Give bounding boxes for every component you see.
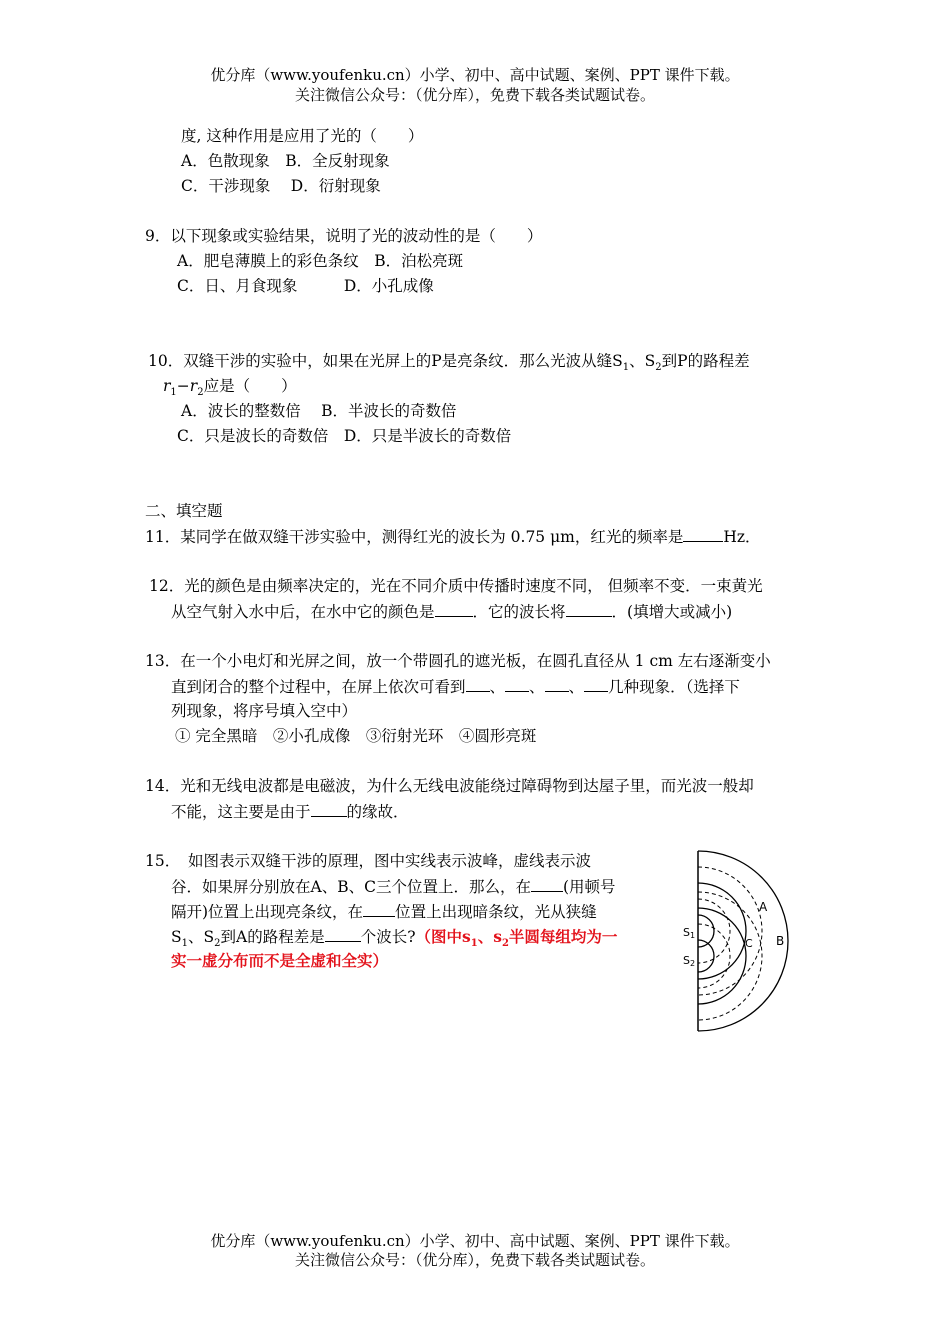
q12-line2: 从空气射入水中后，在水中它的颜色是 ．它的波长将 ．(填增大或减小) (171, 603, 733, 621)
label-a: A (759, 900, 768, 914)
answer-blank (584, 676, 608, 692)
answer-blank (531, 876, 563, 892)
section-title: 二、填空题 (145, 502, 223, 520)
answer-blank (505, 676, 529, 692)
q15-line4: $S_1$、$S_2$到A的路程差是 个波长?（图中$s_1$、$s_2$半圆每组均为一 (171, 927, 618, 950)
answer-blank (683, 526, 723, 542)
header-line-1: 优分库（www.youfenku.cn）小学、初中、高中试题、案例、PPT 课件下载。 (210, 66, 740, 84)
q13-line3: 列现象，将序号填入空中） (171, 702, 358, 720)
q9-options-cd: C．日、月食现象 D．小孔成像 (177, 277, 434, 295)
q8-options-ab: A．色散现象 B．全反射现象 (181, 152, 390, 170)
label-c: C (745, 937, 753, 950)
q12-line1: 12．光的颜色是由频率决定的，光在不同介质中传播时速度不同， 但频率不变．一束黄光 (149, 577, 763, 595)
q15-line3: 隔开)位置上出现亮条纹，在 位置上出现暗条纹，光从狭缝 (171, 903, 597, 921)
answer-blank (466, 676, 490, 692)
label-b: B (776, 934, 785, 948)
answer-blank (363, 901, 395, 917)
q10-options-ab: A．波长的整数倍 B．半波长的奇数倍 (181, 402, 457, 420)
answer-blank (566, 601, 612, 617)
q9-options-ab: A．肥皂薄膜上的彩色条纹 B．泊松亮斑 (177, 252, 464, 270)
q15-note-line2: 实一虚分布而不是全虚和全实） (171, 951, 389, 970)
q10-stem-line2: $r_1-r_2$应是（ ） (163, 377, 297, 399)
answer-blank (435, 601, 473, 617)
footer-line-1: 优分库（www.youfenku.cn）小学、初中、高中试题、案例、PPT 课件下载。 (210, 1232, 740, 1250)
label-s1: S1 (683, 926, 696, 940)
q14-line1: 14．光和无线电波都是电磁波，为什么无线电波能绕过障碍物到达屋子里，而光波一般却 (145, 777, 754, 795)
q15-line1: 15． 如图表示双缝干涉的原理，图中实线表示波峰，虚线表示波 (145, 852, 591, 870)
header-line-2: 关注微信公众号：（优分库），免费下载各类试题试卷。 (294, 86, 655, 104)
q15-note: （图中$s_1$、$s_2$半圆每组均为一 (415, 927, 618, 950)
q10-stem: 10．双缝干涉的实验中，如果在光屏上的P是亮条纹．那么光波从缝$S_1$、$S_2$到P的路程差 (148, 352, 750, 374)
outer-wavefront (698, 851, 788, 1031)
q14-line2: 不能，这主要是由于 的缘故． (171, 803, 409, 821)
q8-stem: 度, 这种作用是应用了光的（ ） (181, 127, 424, 145)
q9-stem: 9．以下现象或实验结果，说明了光的波动性的是（ ） (145, 227, 543, 245)
label-s2: S2 (683, 954, 696, 968)
answer-blank (311, 801, 347, 817)
footer-line-2: 关注微信公众号：（优分库），免费下载各类试题试卷。 (294, 1251, 655, 1269)
answer-blank (545, 676, 569, 692)
q13-line1: 13．在一个小电灯和光屏之间，放一个带圆孔的遮光板，在圆孔直径从 1 cm 左右逐渐变小 (145, 652, 771, 670)
q15-line2: 谷．如果屏分别放在A、B、C三个位置上．那么，在 (用顿号 (171, 878, 616, 896)
q13-line2: 直到闭合的整个过程中，在屏上依次可看到 、 、 、 几种现象．（选择下 (171, 678, 740, 696)
q10-options-cd: C．只是波长的奇数倍 D．只是半波长的奇数倍 (177, 427, 512, 445)
double-slit-diagram (683, 846, 810, 1036)
q13-options: ① 完全黑暗 ②小孔成像 ③衍射光环 ④圆形亮斑 (175, 727, 537, 745)
answer-blank (325, 926, 361, 942)
q8-options-cd: C．干涉现象 D．衍射现象 (181, 177, 381, 195)
q11-text: 11．某同学在做双缝干涉实验中，测得红光的波长为 0.75 μm，红光的频率是 Hz． (145, 528, 761, 546)
